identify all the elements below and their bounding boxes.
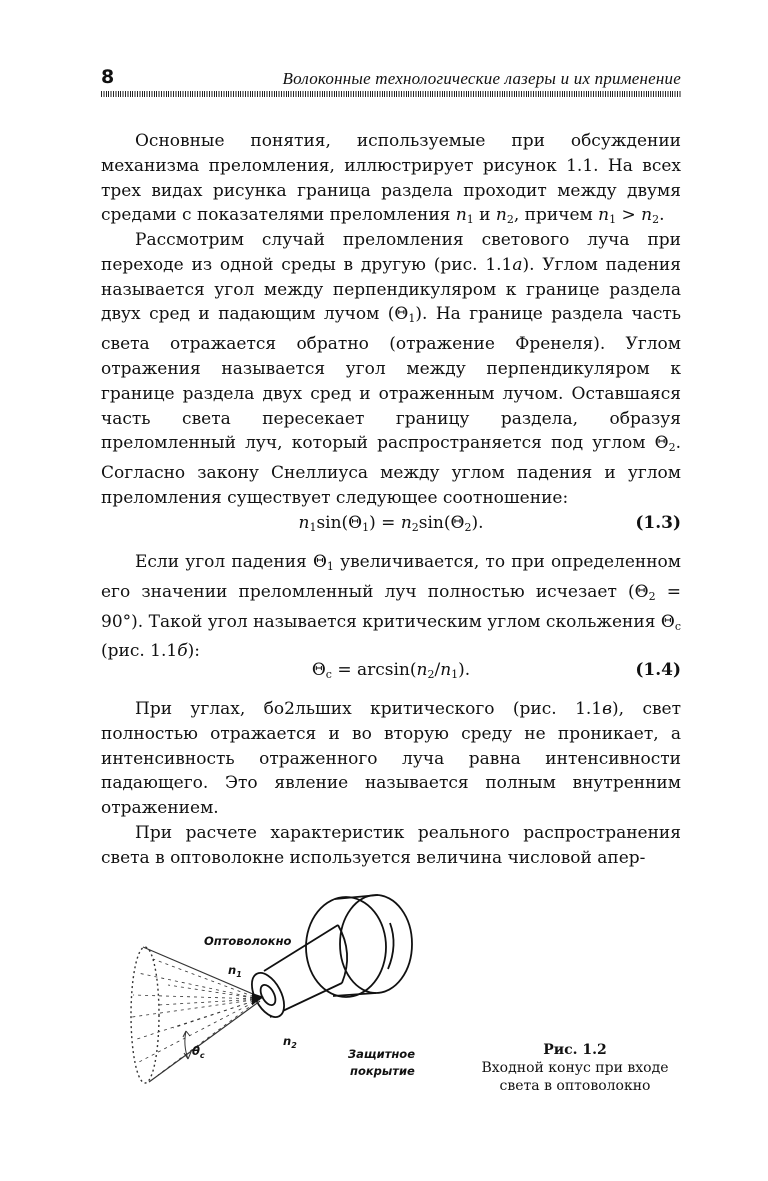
p4-text-a: При углах, бо2льших критического (рис. 1.1 — [135, 699, 603, 719]
paragraph-1: Основные понятия, используемые при обсуждении механизма преломления, иллюстрирует рисунок 1.1. На всех трех видах рисунка граница раздела проходит между двумя средами с показателями преломления $n_1$ и $n_2$, причем $n_1 > n_2$. — [101, 131, 681, 227]
p3-text-a: Если угол падения Θ — [135, 552, 327, 572]
label-coating-line1: Защитное — [348, 1047, 416, 1061]
paragraph-4: При углах, бо2льших критического (рис. 1.1в), свет полностью отражается и во вторую среду не проникает, а интенсивность отраженного луча равна интенсивности падающего. Это явление называется полным внутренним отражением. — [101, 699, 682, 819]
figure-caption — [460, 1041, 690, 1095]
label-n1: $n_1$ — [228, 963, 242, 979]
label-n2: $n_2$ — [283, 1034, 297, 1050]
equation-number: (1.4) — [635, 660, 681, 680]
label-theta-c: $\theta_c$ — [192, 1044, 205, 1060]
equation-1-3 — [101, 513, 681, 539]
caption-line-1: Входной конус при входе — [481, 1060, 669, 1076]
equation-number: (1.3) — [635, 513, 681, 533]
p2-text-a: Рассмотрим случай преломления светового луча при переходе из одной среды в другую (рис. 1.1 — [101, 230, 681, 275]
equation-1-4 — [101, 660, 681, 686]
paragraph-2: Рассмотрим случай преломления светового луча при переходе из одной среды в другую (рис. 1.1а). Углом падения называется угол между перпендикуляром к границе раздела двух сред и падающим лучом $(\Theta_1)$. На границе раздела часть света отражается обратно (отражение Френеля). Углом отражения называется угол между перпендикуляром к границе раздела двух сред и отраженным лучом. Оставшаяся часть света пересекает границу раздела, образуя преломленный луч, который распространяется под углом $\Theta_2$. Согласно закону Снеллиуса между углом падения и углом преломления существует следующее соотношение: — [101, 230, 681, 508]
acceptance-cone — [131, 947, 264, 1083]
paragraph-3: Если угол падения $\Theta_1$ увеличивается, то при определенном его значении преломленный луч полностью исчезает $(\Theta_2 = 90^\circ)$. Такой угол называется критическим углом скольжения $\Theta_c$ (рис. 1.1б): — [101, 552, 681, 662]
page-number: 8 — [101, 66, 115, 88]
protective-coating-cylinder — [306, 895, 412, 997]
p1-text-a: Основные понятия, используемые при обсуждении механизма преломления, иллюстрирует рисунок 1.1. На всех трех видах рисунка граница раздела проходит между двумя средами с показателями преломления — [101, 131, 681, 226]
equation-formula: $\Theta_c = \arcsin(n_2/n_1)$. — [311, 660, 471, 681]
running-title: Волоконные технологические лазеры и их применение — [282, 69, 681, 88]
label-coating-line2: покрытие — [350, 1064, 415, 1078]
equation-formula: $n_1\sin(\Theta_1) = n_2\sin(\Theta_2)$. — [298, 513, 484, 534]
p5-text-a: При расчете характеристик реального распространения света в оптоволокне используется величина числовой апер- — [101, 823, 681, 868]
page-header — [101, 66, 681, 90]
label-fiber: Оптоволокно — [204, 934, 292, 948]
fiber-input-cone-figure — [128, 885, 428, 1100]
caption-title: Рис. 1.2 — [543, 1042, 607, 1058]
header-rule — [101, 91, 681, 97]
paragraph-5 — [101, 821, 681, 871]
caption-line-2: света в оптоволокно — [499, 1078, 651, 1094]
